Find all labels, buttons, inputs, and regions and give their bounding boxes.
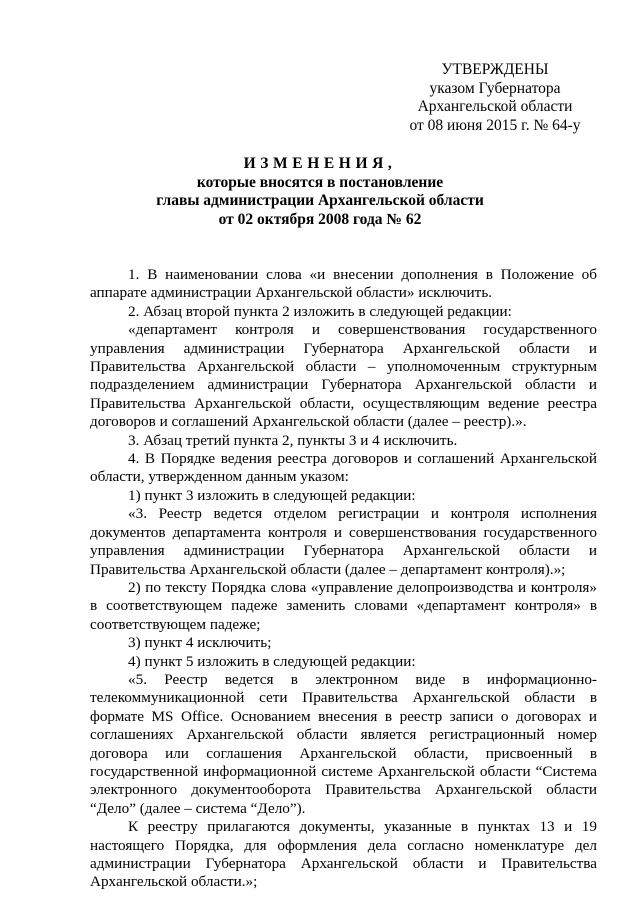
title-line: которые вносятся в постановление: [196, 173, 444, 191]
paragraph: 4. В Порядке ведения реестра договоров и соглашений Архангельской области, утвержденном данным указом:: [90, 450, 597, 486]
approval-line: указом Губернатора: [429, 79, 561, 97]
paragraph: «3. Реестр ведется отделом регистрации и контроля исполнения документов департамента контроля и совершенствования государственного управления администрации Губернатора Архангельской области и Правительства Архангельской области (далее – департамент контроля).»;: [90, 505, 597, 578]
paragraph: К реестру прилагаются документы, указанные в пунктах 13 и 19 настоящего Порядка, для оформления дела согласно номенклатуре дел администрации Губернатора Архангельской области и Правительства Архангельской области.»;: [90, 818, 597, 891]
paragraph: 2. Абзац второй пункта 2 изложить в следующей редакции:: [128, 302, 512, 320]
paragraph: «департамент контроля и совершенствования государственного управления администрации Губернатора Архангельской области и Правительства Архангельской области – уполномоченным структурным подразделением администрации Губернатора Архангельской области и Правительства Архангельской области, осуществляющим ведение реестра договоров и соглашений Архангельской области (далее – реестр).».: [90, 321, 597, 431]
paragraph: 3. Абзац третий пункта 2, пункты 3 и 4 исключить.: [128, 431, 458, 449]
document-title: [90, 155, 550, 229]
paragraph: 3) пункт 4 исключить;: [128, 634, 272, 652]
approval-stamp: [395, 61, 595, 135]
document-body: [90, 266, 597, 892]
title-line: главы администрации Архангельской области: [156, 192, 484, 209]
paragraph: 1. В наименовании слова «и внесении дополнения в Положение об аппарате администрации Архангельской области» исключить.: [90, 266, 597, 302]
paragraph: «5. Реестр ведется в электронном виде в информационно-телекоммуникационной сети Правительства Архангельской области в формате MS Office. Основанием внесения в реестр записи о договорах и соглашениях Архангельской области является регистрационный номер договора или соглашения Архангельской области, присвоенный в государственной информационной системе Архангельской области “Система электронного документооборота Правительства Архангельской области “Дело” (далее – система “Дело”).: [90, 670, 597, 817]
title-heading: ИЗМЕНЕНИЯ,: [243, 155, 397, 172]
title-line: от 02 октября 2008 года № 62: [218, 210, 422, 228]
paragraph: 2) по тексту Порядка слова «управление делопроизводства и контроля» в соответствующем падеже заменить словами «департамент контроля» в соответствующем падеже;: [90, 578, 597, 633]
approval-date-line: от 08 июня 2015 г. № 64-у: [409, 116, 581, 134]
approval-line: Архангельской области: [417, 98, 573, 115]
approval-heading: УТВЕРЖДЕНЫ: [441, 61, 549, 78]
paragraph: 1) пункт 3 изложить в следующей редакции:: [128, 486, 416, 504]
paragraph: 4) пункт 5 изложить в следующей редакции:: [128, 652, 416, 670]
